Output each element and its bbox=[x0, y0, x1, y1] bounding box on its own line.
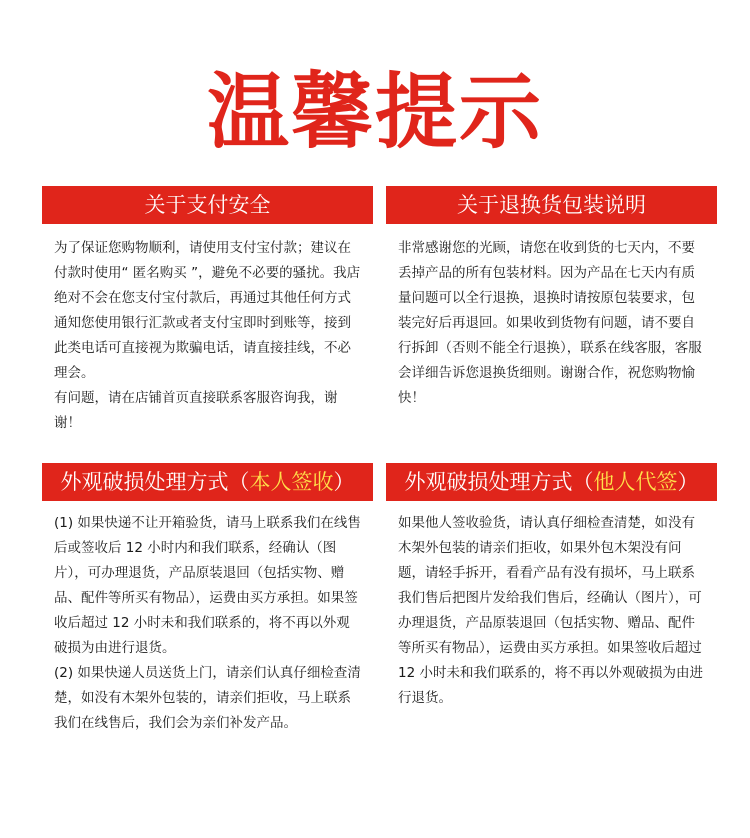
damage-proxy-signed-paragraph: 如果他人签收验货，请认真仔细检查清楚，如没有木架外包装的请亲们拒收，如果外包木架没有问题，请轻手拆开，看看产品有没有损坏，马上联系我们售后把图片发给我们售后，经确认（图片），可办理退货，产品原装退回（包括实物、赠品、配件等所买有物品），运费由买方承担。如果签收后超过 12 小时未和我们联系的，将不再以外观破损为由进行退货。 bbox=[398, 515, 703, 706]
heading-prefix: 外观破损处理方式（ bbox=[404, 470, 594, 494]
heading-highlight: 本人签收 bbox=[249, 470, 334, 494]
damage-self-signed-item-1: (1) 如果快递不让开箱验货，请马上联系我们在线售后或签收后 12 小时内和我们联系，经确认（图片），可办理退货，产品原装退回（包括实物、赠品、配件等所买有物品），运费由买方承担。如果签收后超过 12 小时未和我们联系的，将不再以外观破损为由进行退货。 bbox=[54, 515, 361, 656]
heading-suffix: ） bbox=[677, 470, 699, 494]
return-packaging-body bbox=[386, 224, 717, 411]
payment-security-heading: 关于支付安全 bbox=[42, 186, 373, 224]
payment-security-paragraph: 为了保证您购物顺利，请使用支付宝付款；建议在付款时使用“ 匿名购买 ”，避免不必要的骚扰。我店绝对不会在您支付宝付款后，再通过其他任何方式通知您使用银行汇款或者支付宝即时到账等，接到此类电话可直接视为欺骗电话，请直接挂线，不必理会。 bbox=[54, 240, 361, 381]
damage-self-signed-section bbox=[42, 463, 373, 736]
return-packaging-section bbox=[386, 186, 717, 411]
damage-proxy-signed-heading bbox=[386, 463, 717, 501]
heading-suffix: ） bbox=[333, 470, 355, 494]
payment-security-section bbox=[42, 186, 373, 436]
heading-highlight: 他人代签 bbox=[593, 470, 678, 494]
page-title: 温馨提示 bbox=[206, 65, 543, 160]
damage-self-signed-body bbox=[42, 501, 373, 736]
payment-security-contact-note: 有问题，请在店铺首页直接联系客服咨询我，谢谢！ bbox=[54, 390, 338, 431]
heading-prefix: 外观破损处理方式（ bbox=[60, 470, 250, 494]
damage-proxy-signed-section bbox=[386, 463, 717, 711]
payment-security-body bbox=[42, 224, 373, 436]
return-packaging-heading: 关于退换货包装说明 bbox=[386, 186, 717, 224]
damage-self-signed-heading bbox=[42, 463, 373, 501]
return-packaging-paragraph: 非常感谢您的光顾，请您在收到货的七天内，不要丢掉产品的所有包装材料。因为产品在七天内有质量问题可以全行退换，退换时请按原包装要求，包装完好后再退回。如果收到货物有问题，请不要自行拆卸（否则不能全行退换），联系在线客服，客服会详细告诉您退换货细则。谢谢合作，祝您购物愉快！ bbox=[398, 240, 702, 406]
damage-proxy-signed-body bbox=[386, 501, 717, 711]
damage-self-signed-item-2: (2) 如果快递人员送货上门，请亲们认真仔细检查清楚，如没有木架外包装的，请亲们拒收，马上联系我们在线售后，我们会为亲们补发产品。 bbox=[54, 665, 361, 731]
